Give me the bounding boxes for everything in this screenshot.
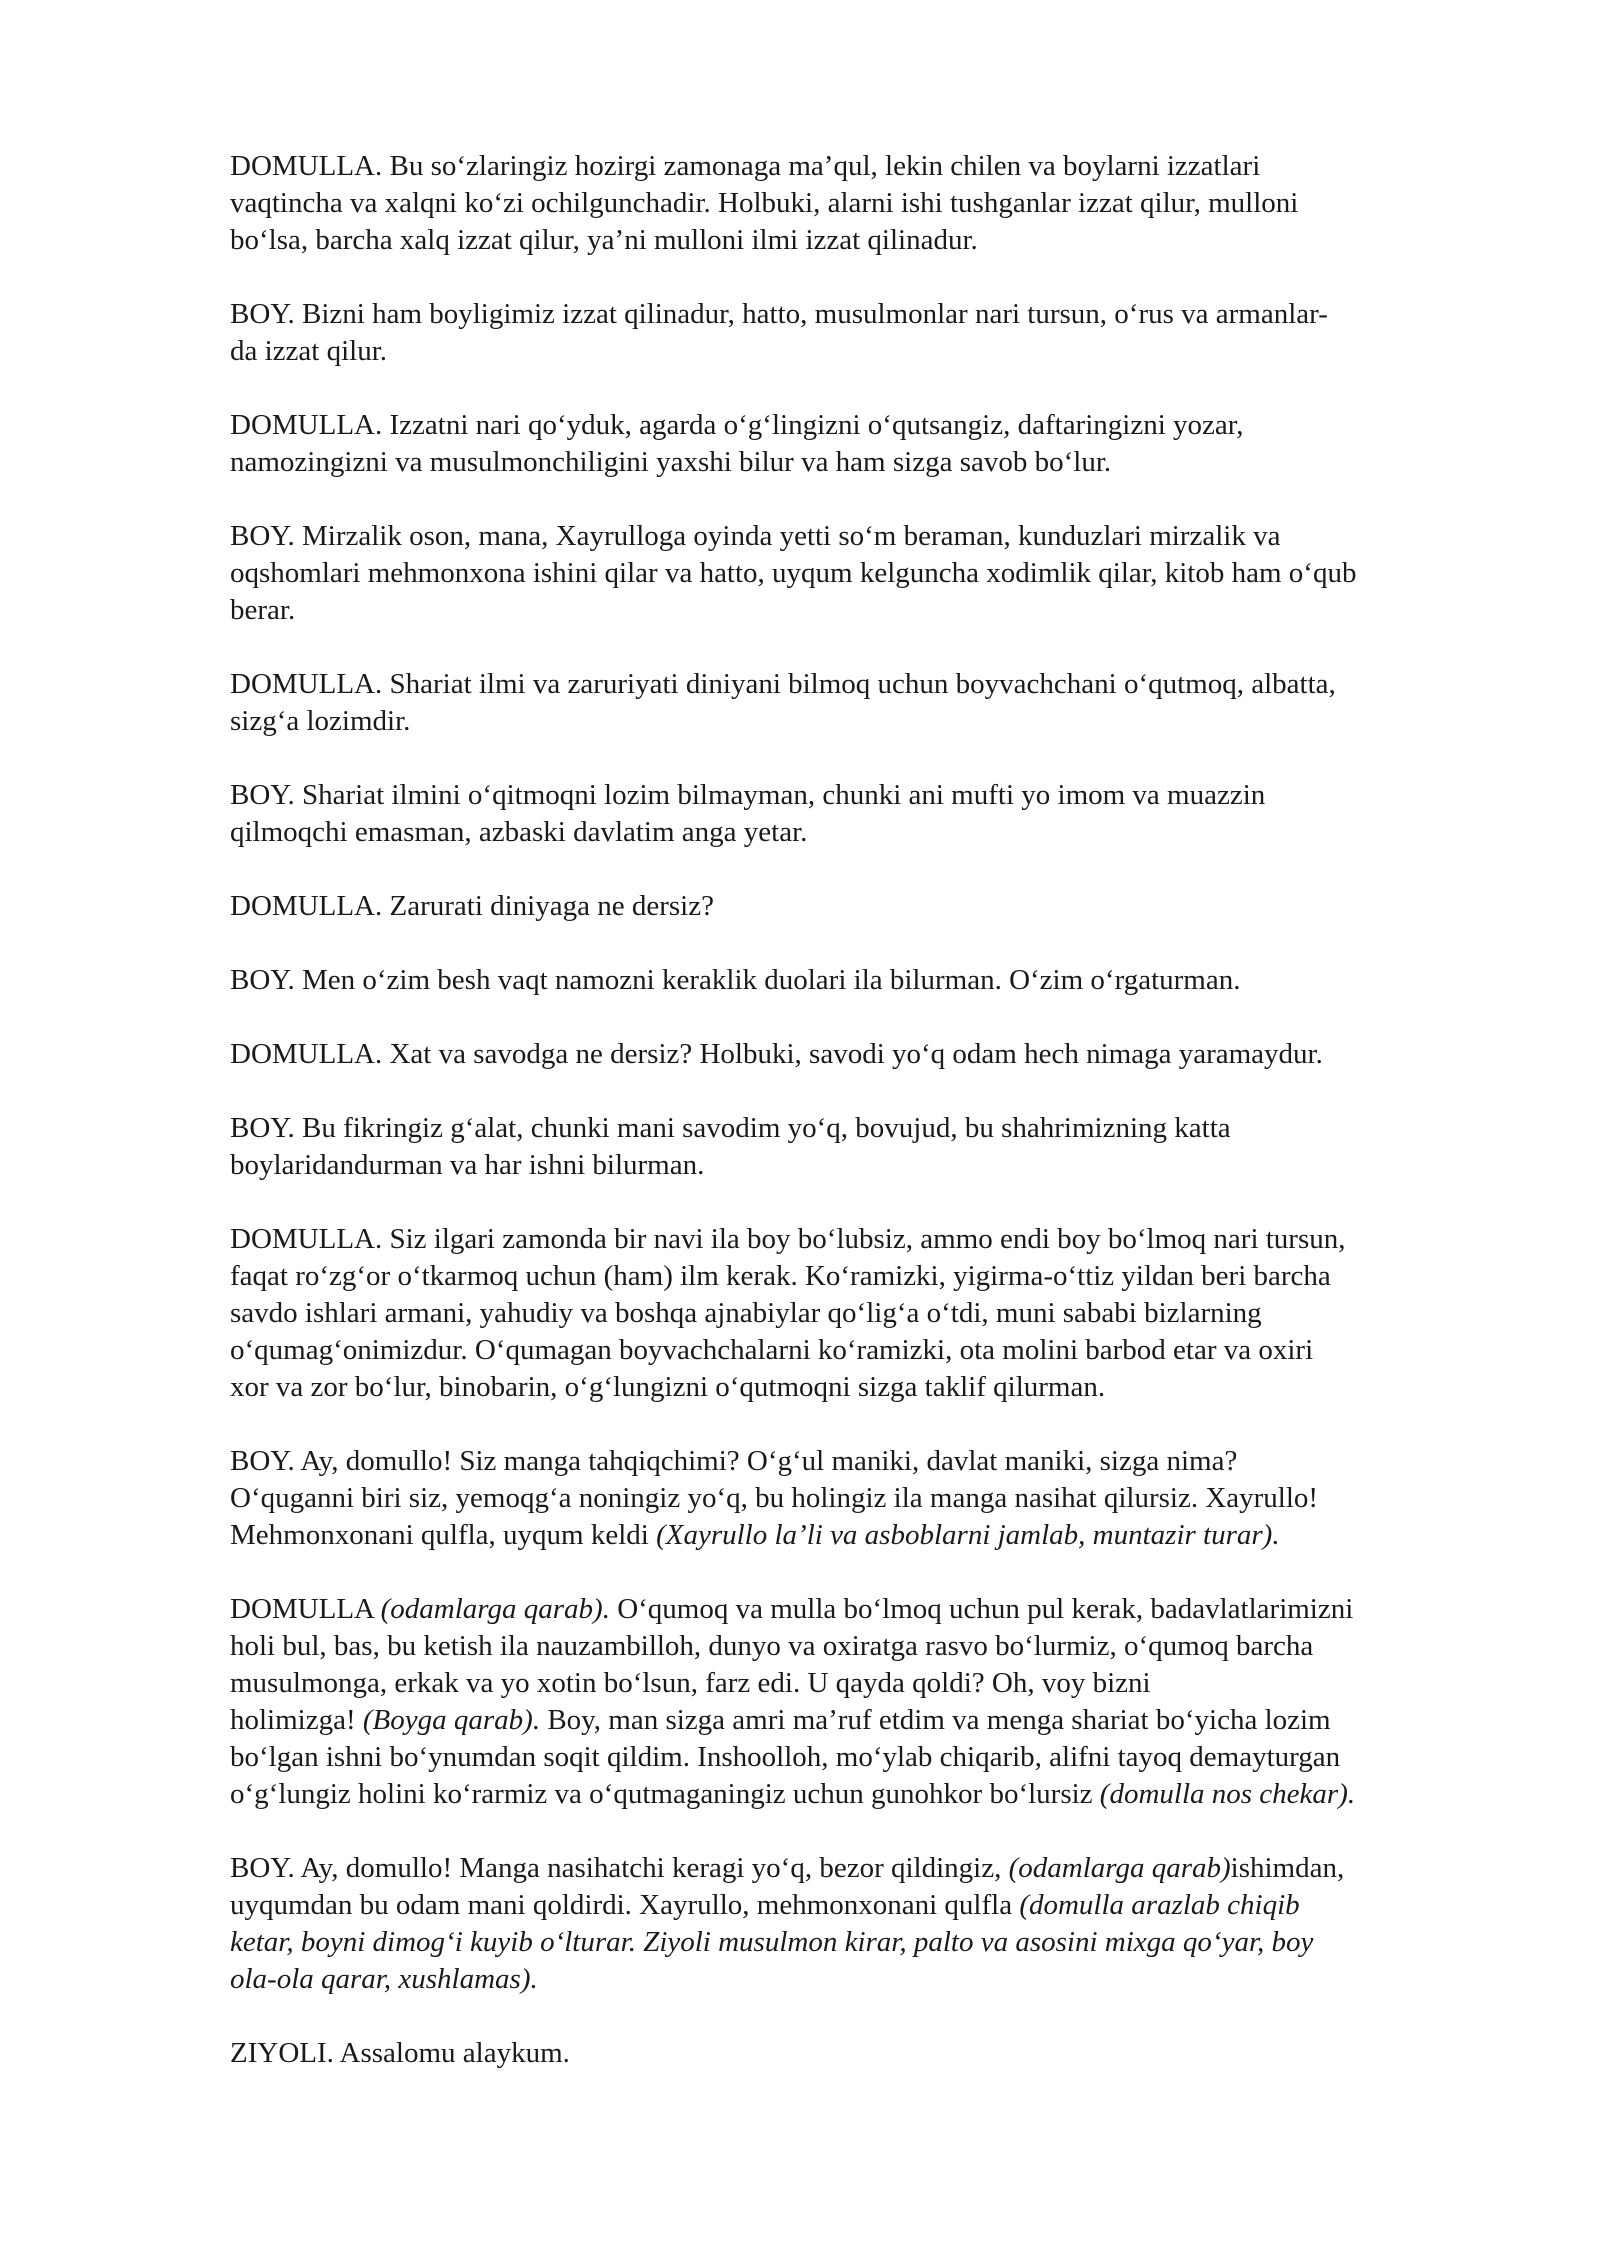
text-line <box>230 222 1490 259</box>
text-line <box>230 1221 1490 1258</box>
text-line <box>230 148 1490 185</box>
text-line <box>230 518 1490 555</box>
line-text: DOMULLA. Siz ilgari zamonda bir navi ila boy bo‘lubsiz, ammo endi boy bo‘lmoq nari tursun, <box>230 1223 1346 1255</box>
line-text: O‘quganni biri siz, yemoqg‘a noningiz yo‘q, bu holingiz ila manga nasihat qilursiz. Xayrullo! <box>230 1482 1319 1514</box>
line-text: da izzat qilur. <box>230 335 388 367</box>
text-line <box>230 1258 1490 1295</box>
line-text: BOY. Men o‘zim besh vaqt namozni keraklik duolari ila bilurman. O‘zim o‘rgaturman. <box>230 964 1241 996</box>
dialogue-paragraph <box>230 1591 1490 1813</box>
dialogue-paragraph <box>230 1110 1490 1184</box>
text-line <box>230 1665 1490 1702</box>
text-line <box>230 703 1490 740</box>
text-line <box>230 1924 1490 1961</box>
line-text: BOY. Bu fikringiz g‘alat, chunki mani savodim yo‘q, bovujud, bu shahrimizning katta <box>230 1112 1231 1144</box>
text-line <box>230 1702 1490 1739</box>
text-line <box>230 1295 1490 1332</box>
dialogue-paragraph <box>230 2035 1490 2072</box>
line-text: ishimdan, <box>1230 1852 1345 1884</box>
text-line <box>230 1739 1490 1776</box>
dialogue-paragraph <box>230 148 1490 259</box>
line-text: uyqumdan bu odam mani qoldirdi. Xayrullo, mehmonxonani qulfla <box>230 1889 1020 1921</box>
stage-direction-text: ola-ola qarar, xushlamas). <box>230 1963 538 1995</box>
line-text: BOY. Shariat ilmini o‘qitmoqni lozim bilmayman, chunki ani mufti yo imom va muazzin <box>230 779 1266 811</box>
text-line <box>230 1036 1490 1073</box>
text-line <box>230 1850 1490 1887</box>
dialogue-paragraph <box>230 1850 1490 1998</box>
text-line <box>230 1961 1490 1998</box>
line-text: BOY. Ay, domullo! Siz manga tahqiqchimi? O‘g‘ul maniki, davlat maniki, sizga nima? <box>230 1445 1238 1477</box>
line-text: DOMULLA. Xat va savodga ne dersiz? Holbuki, savodi yo‘q odam hech nimaga yaramaydur. <box>230 1038 1323 1070</box>
line-text: berar. <box>230 594 296 626</box>
text-line <box>230 1628 1490 1665</box>
text-line <box>230 814 1490 851</box>
dialogue-paragraph <box>230 518 1490 629</box>
line-text: musulmonga, erkak va yo xotin bo‘lsun, farz edi. U qayda qoldi? Oh, voy bizni <box>230 1667 1151 1699</box>
text-line <box>230 592 1490 629</box>
stage-direction-text: (odamlarga qarab). <box>380 1593 610 1625</box>
text-line <box>230 1480 1490 1517</box>
stage-direction-text: (domulla nos chekar). <box>1099 1778 1356 1810</box>
line-text: o‘g‘lungiz holini ko‘rarmiz va o‘qutmaganingiz uchun gunohkor bo‘lursiz <box>230 1778 1100 1810</box>
dialogue-paragraph <box>230 777 1490 851</box>
dialogue-paragraph <box>230 666 1490 740</box>
text-line <box>230 407 1490 444</box>
stage-direction-text: (odamlarga qarab) <box>1008 1852 1231 1884</box>
line-text: faqat ro‘zg‘or o‘tkarmoq uchun (ham) ilm kerak. Ko‘ramizki, yigirma-o‘ttiz yildan beri barcha <box>230 1260 1331 1292</box>
line-text: O‘qumoq va mulla bo‘lmoq uchun pul kerak, badavlatlarimizni <box>609 1593 1354 1625</box>
text-line <box>230 1369 1490 1406</box>
text-line <box>230 444 1490 481</box>
line-text: DOMULLA. Zarurati diniyaga ne dersiz? <box>230 890 714 922</box>
text-line <box>230 666 1490 703</box>
line-text: holimizga! <box>230 1704 363 1736</box>
text-line <box>230 962 1490 999</box>
dialogue-paragraph <box>230 962 1490 999</box>
text-line <box>230 1443 1490 1480</box>
line-text: DOMULLA. Bu so‘zlaringiz hozirgi zamonaga ma’qul, lekin chilen va boylarni izzatlari <box>230 150 1261 182</box>
line-text: xor va zor bo‘lur, binobarin, o‘g‘lungizni o‘qutmoqni sizga taklif qilurman. <box>230 1371 1106 1403</box>
line-text: DOMULLA. Izzatni nari qo‘yduk, agarda o‘g‘lingizni o‘qutsangiz, daftaringizni yozar, <box>230 409 1244 441</box>
dialogue-paragraph <box>230 888 1490 925</box>
text-line <box>230 1591 1490 1628</box>
line-text: Mehmonxonani qulfla, uyqum keldi <box>230 1519 657 1551</box>
line-text: savdo ishlari armani, yahudiy va boshqa ajnabiylar qo‘lig‘a o‘tdi, muni sababi bizlarning <box>230 1297 1262 1329</box>
line-text: holi bul, bas, bu ketish ila nauzambilloh, dunyo va oxiratga rasvo bo‘lurmiz, o‘qumoq barcha <box>230 1630 1314 1662</box>
line-text: o‘qumag‘onimizdur. O‘qumagan boyvachchalarni ko‘ramizki, ota molini barbod etar va oxiri <box>230 1334 1314 1366</box>
stage-direction-text: (Boyga qarab). <box>362 1704 541 1736</box>
line-text: boylaridandurman va har ishni bilurman. <box>230 1149 705 1181</box>
stage-direction-text: ketar, boyni dimog‘i kuyib o‘lturar. Ziyoli musulmon kirar, palto va asosini mixga qo‘yar, boy <box>230 1926 1314 1958</box>
text-line <box>230 1110 1490 1147</box>
line-text: BOY. Mirzalik oson, mana, Xayrulloga oyinda yetti so‘m beraman, kunduzlari mirzalik va <box>230 520 1281 552</box>
text-line <box>230 777 1490 814</box>
line-text: sizg‘a lozimdir. <box>230 705 411 737</box>
text-line <box>230 1517 1490 1554</box>
dialogue-paragraph <box>230 407 1490 481</box>
line-text: vaqtincha va xalqni ko‘zi ochilgunchadir. Holbuki, alarni ishi tushganlar izzat qilur, mulloni <box>230 187 1299 219</box>
text-line <box>230 185 1490 222</box>
text-line <box>230 2035 1490 2072</box>
line-text: ZIYOLI. Assalomu alaykum. <box>230 2037 570 2069</box>
line-text: DOMULLA. Shariat ilmi va zaruriyati diniyani bilmoq uchun boyvachchani o‘qutmoq, albatta, <box>230 668 1336 700</box>
line-text: bo‘lsa, barcha xalq izzat qilur, ya’ni mulloni ilmi izzat qilinadur. <box>230 224 978 256</box>
text-line <box>230 1776 1490 1813</box>
text-line <box>230 888 1490 925</box>
text-line <box>230 1332 1490 1369</box>
line-text: BOY. Bizni ham boyligimiz izzat qilinadur, hatto, musulmonlar nari tursun, o‘rus va armanlar- <box>230 298 1328 330</box>
stage-direction-text: (Xayrullo la’li va asboblarni jamlab, muntazir turar). <box>656 1519 1280 1551</box>
line-text: bo‘lgan ishni bo‘ynumdan soqit qildim. Inshoolloh, mo‘ylab chiqarib, alifni tayoq demayturgan <box>230 1741 1341 1773</box>
line-text: qilmoqchi emasman, azbaski davlatim anga yetar. <box>230 816 808 848</box>
line-text: namozingizni va musulmonchiligini yaxshi bilur va ham sizga savob bo‘lur. <box>230 446 1112 478</box>
line-text: DOMULLA <box>230 1593 381 1625</box>
line-text: Boy, man sizga amri ma’ruf etdim va menga shariat bo‘yicha lozim <box>540 1704 1331 1736</box>
dialogue-paragraph <box>230 296 1490 370</box>
line-text: oqshomlari mehmonxona ishini qilar va hatto, uyqum kelguncha xodimlik qilar, kitob ham o‘qub <box>230 557 1357 589</box>
text-line <box>230 1147 1490 1184</box>
text-line <box>230 333 1490 370</box>
dialogue-paragraph <box>230 1443 1490 1554</box>
text-line <box>230 296 1490 333</box>
dialogue-paragraph <box>230 1221 1490 1406</box>
text-line <box>230 1887 1490 1924</box>
line-text: BOY. Ay, domullo! Manga nasihatchi keragi yo‘q, bezor qildingiz, <box>230 1852 1009 1884</box>
dialogue-paragraph <box>230 1036 1490 1073</box>
stage-direction-text: (domulla arazlab chiqib <box>1019 1889 1300 1921</box>
text-line <box>230 555 1490 592</box>
